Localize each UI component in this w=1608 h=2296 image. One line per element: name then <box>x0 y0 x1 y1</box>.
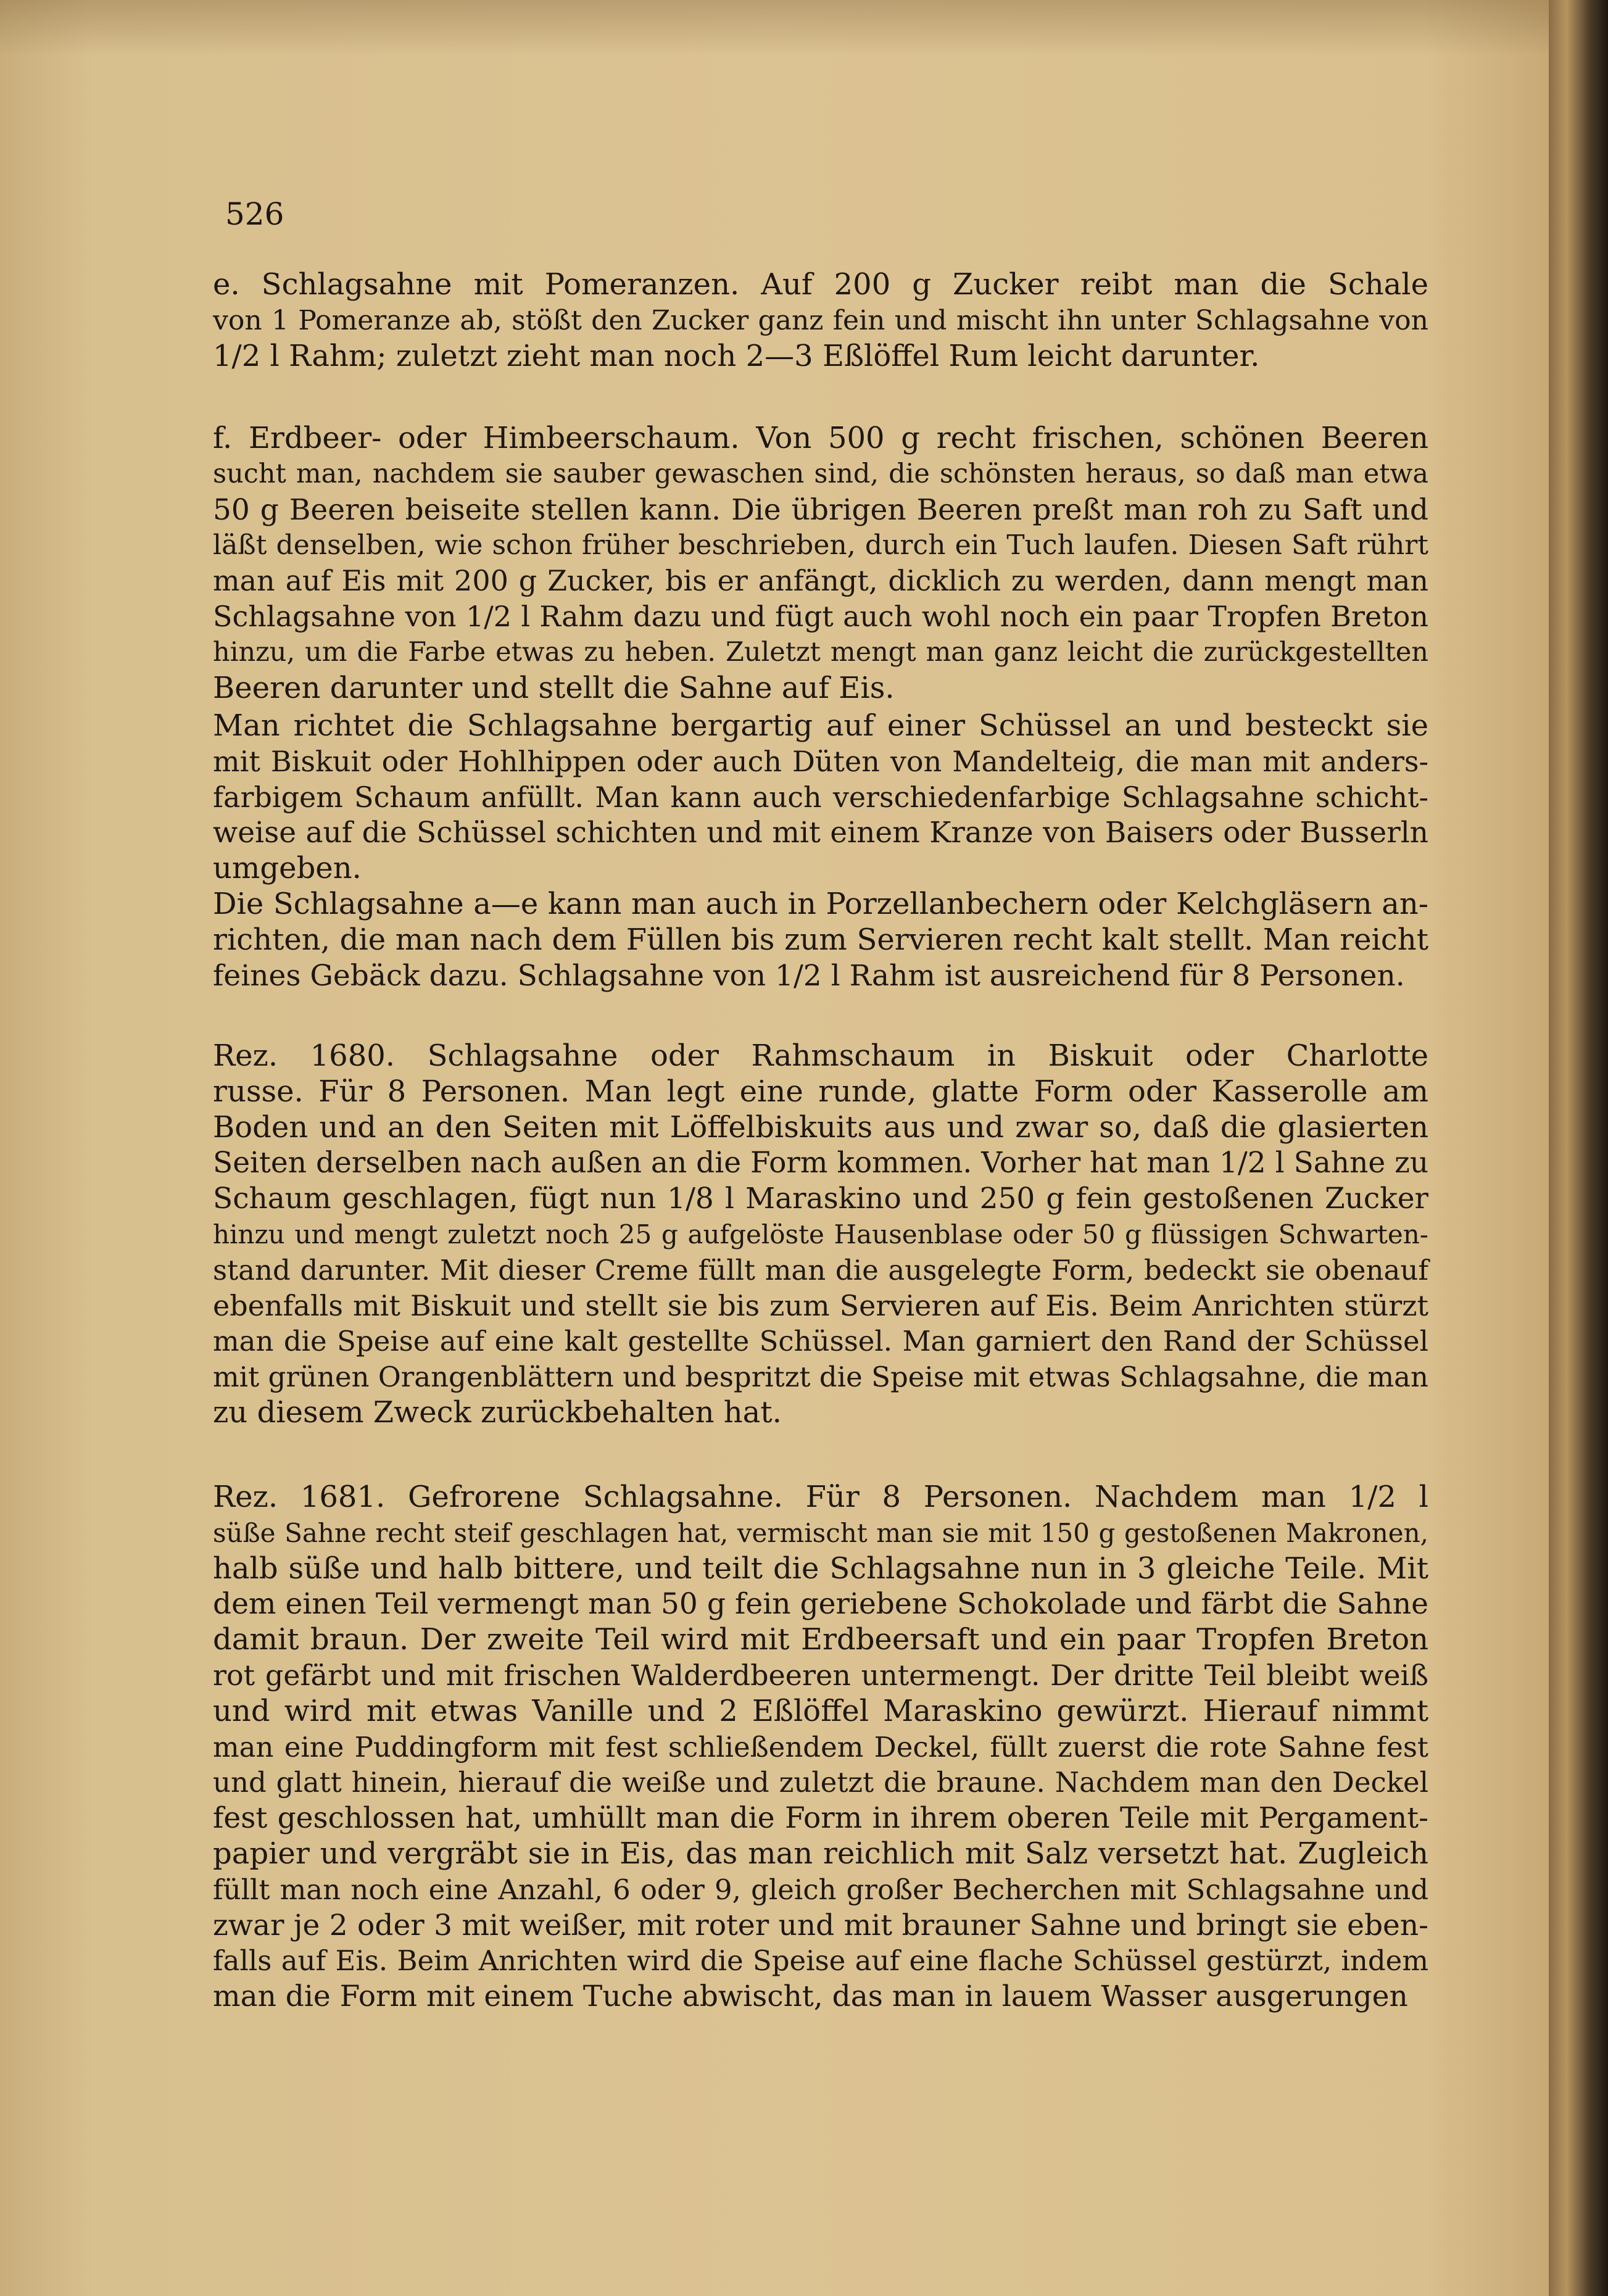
text-line: dem einen Teil vermengt man 50 g fein geriebene Schokolade und färbt die Sahne <box>213 1587 1428 1622</box>
text-line: läßt denselben, wie schon früher beschrieben, durch ein Tuch laufen. Diesen Saft rührt <box>213 529 1428 562</box>
text-line: rot gefärbt und mit frischen Walderdbeeren untermengt. Der dritte Teil bleibt weiß <box>213 1658 1428 1692</box>
text-line: und glatt hinein, hierauf die weiße und zuletzt die braune. Nachdem man den Deckel <box>213 1766 1428 1799</box>
text-line: hinzu und mengt zuletzt noch 25 g aufgelöste Hausenblase oder 50 g flüssigen Schwarten- <box>213 1219 1428 1250</box>
text-line: Die Schlagsahne a—e kann man auch in Porzellanbechern oder Kelchgläsern an- <box>213 887 1428 921</box>
text-line: 50 g Beeren beiseite stellen kann. Die übrigen Beeren preßt man roh zu Saft und <box>213 492 1428 527</box>
book-gutter <box>1549 0 1608 2296</box>
text-line: mit grünen Orangenblättern und bespritzt die Speise mit etwas Schlagsahne, die man <box>213 1361 1428 1394</box>
text-line: richten, die man nach dem Füllen bis zum Servieren recht kalt stellt. Man reicht <box>213 922 1428 957</box>
text-line: Man richtet die Schlagsahne bergartig auf einer Schüssel an und besteckt sie <box>213 708 1428 743</box>
text-line: füllt man noch eine Anzahl, 6 oder 9, gleich großer Becherchen mit Schlagsahne und <box>213 1873 1428 1906</box>
text-line: zu diesem Zweck zurückbehalten hat. <box>213 1395 782 1430</box>
text-line: damit braun. Der zweite Teil wird mit Erdbeersaft und ein paar Tropfen Breton <box>213 1622 1428 1657</box>
text-line: man die Speise auf eine kalt gestellte Schüssel. Man garniert den Rand der Schüssel <box>213 1325 1428 1358</box>
text-line: Schlagsahne von 1/2 l Rahm dazu und fügt auch wohl noch ein paar Tropfen Breton <box>213 599 1428 633</box>
text-line: süße Sahne recht steif geschlagen hat, vermischt man sie mit 150 g gestoßenen Makronen, <box>213 1517 1428 1548</box>
paragraph-f <box>213 421 1428 706</box>
text-line: Boden und an den Seiten mit Löffelbiskuits aus und zwar so, daß die glasierten <box>213 1109 1428 1145</box>
text-line: von 1 Pomeranze ab, stößt den Zucker ganz fein und mischt ihn unter Schlagsahne von <box>213 304 1428 336</box>
recipe-1680 <box>213 1038 1428 1431</box>
text-line: fest geschlossen hat, umhüllt man die Form in ihrem oberen Teile mit Pergament- <box>213 1801 1428 1836</box>
text-line: Rez. 1681. Gefrorene Schlagsahne. Für 8 Personen. Nachdem man 1/2 l <box>213 1480 1428 1514</box>
text-line: mit Biskuit oder Hohlhippen oder auch Düten von Mandelteig, die man mit anders- <box>213 744 1428 778</box>
text-line: 1/2 l Rahm; zuletzt zieht man noch 2—3 Eßlöffel Rum leicht darunter. <box>213 338 1260 373</box>
text-line: falls auf Eis. Beim Anrichten wird die Speise auf eine flache Schüssel gestürzt, indem <box>213 1944 1428 1978</box>
text-line: Beeren darunter und stellt die Sahne auf Eis. <box>213 670 895 705</box>
page-stain <box>0 0 1549 56</box>
text-line: man die Form mit einem Tuche abwischt, das man in lauem Wasser ausgerungen <box>213 1979 1408 2014</box>
text-line: farbigem Schaum anfüllt. Man kann auch verschiedenfarbige Schlagsahne schicht- <box>213 780 1428 814</box>
text-line: stand darunter. Mit dieser Creme füllt man die ausgelegte Form, bedeckt sie obenauf <box>213 1253 1428 1287</box>
text-line: man eine Puddingform mit fest schließendem Deckel, füllt zuerst die rote Sahne fest <box>213 1730 1428 1763</box>
text-line: e. Schlagsahne mit Pomeranzen. Auf 200 g Zucker reibt man die Schale <box>213 267 1428 302</box>
paragraph-porcelain <box>213 887 1428 993</box>
paragraph-serving <box>213 708 1428 887</box>
text-line: Rez. 1680. Schlagsahne oder Rahmschaum in Biskuit oder Charlotte <box>213 1038 1428 1073</box>
text-line: Schaum geschlagen, fügt nun 1/8 l Maraskino und 250 g fein gestoßenen Zucker <box>213 1182 1428 1216</box>
paragraph-e <box>213 267 1428 374</box>
text-line: man auf Eis mit 200 g Zucker, bis er anfängt, dicklich zu werden, dann mengt man <box>213 564 1428 598</box>
text-line: russe. Für 8 Personen. Man legt eine runde, glatte Form oder Kasserolle am <box>213 1074 1428 1109</box>
text-line: ebenfalls mit Biskuit und stellt sie bis zum Servieren auf Eis. Beim Anrichten stürzt <box>213 1288 1428 1322</box>
text-line: f. Erdbeer- oder Himbeerschaum. Von 500 g recht frischen, schönen Beeren <box>213 421 1428 455</box>
text-line: umgeben. <box>213 851 362 886</box>
text-line: papier und vergräbt sie in Eis, das man reichlich mit Salz versetzt hat. Zugleich <box>213 1836 1428 1871</box>
text-line: feines Gebäck dazu. Schlagsahne von 1/2 l Rahm ist ausreichend für 8 Personen. <box>213 958 1405 993</box>
text-line: hinzu, um die Farbe etwas zu heben. Zuletzt mengt man ganz leicht die zurückgestellten <box>213 636 1428 668</box>
text-line: Seiten derselben nach außen an die Form kommen. Vorher hat man 1/2 l Sahne zu <box>213 1146 1429 1180</box>
text-line: halb süße und halb bittere, und teilt die Schlagsahne nun in 3 gleiche Teile. Mit <box>213 1551 1428 1586</box>
text-line: zwar je 2 oder 3 mit weißer, mit roter und mit brauner Sahne und bringt sie eben- <box>213 1908 1428 1942</box>
text-line: und wird mit etwas Vanille und 2 Eßlöffel Maraskino gewürzt. Hierauf nimmt <box>213 1693 1428 1728</box>
recipe-1681 <box>213 1480 1428 2015</box>
text-line: weise auf die Schüssel schichten und mit einem Kranze von Baisers oder Busserln <box>213 816 1428 850</box>
page-number: 526 <box>225 196 284 232</box>
text-line: sucht man, nachdem sie sauber gewaschen sind, die schönsten heraus, so daß man etwa <box>213 458 1428 489</box>
